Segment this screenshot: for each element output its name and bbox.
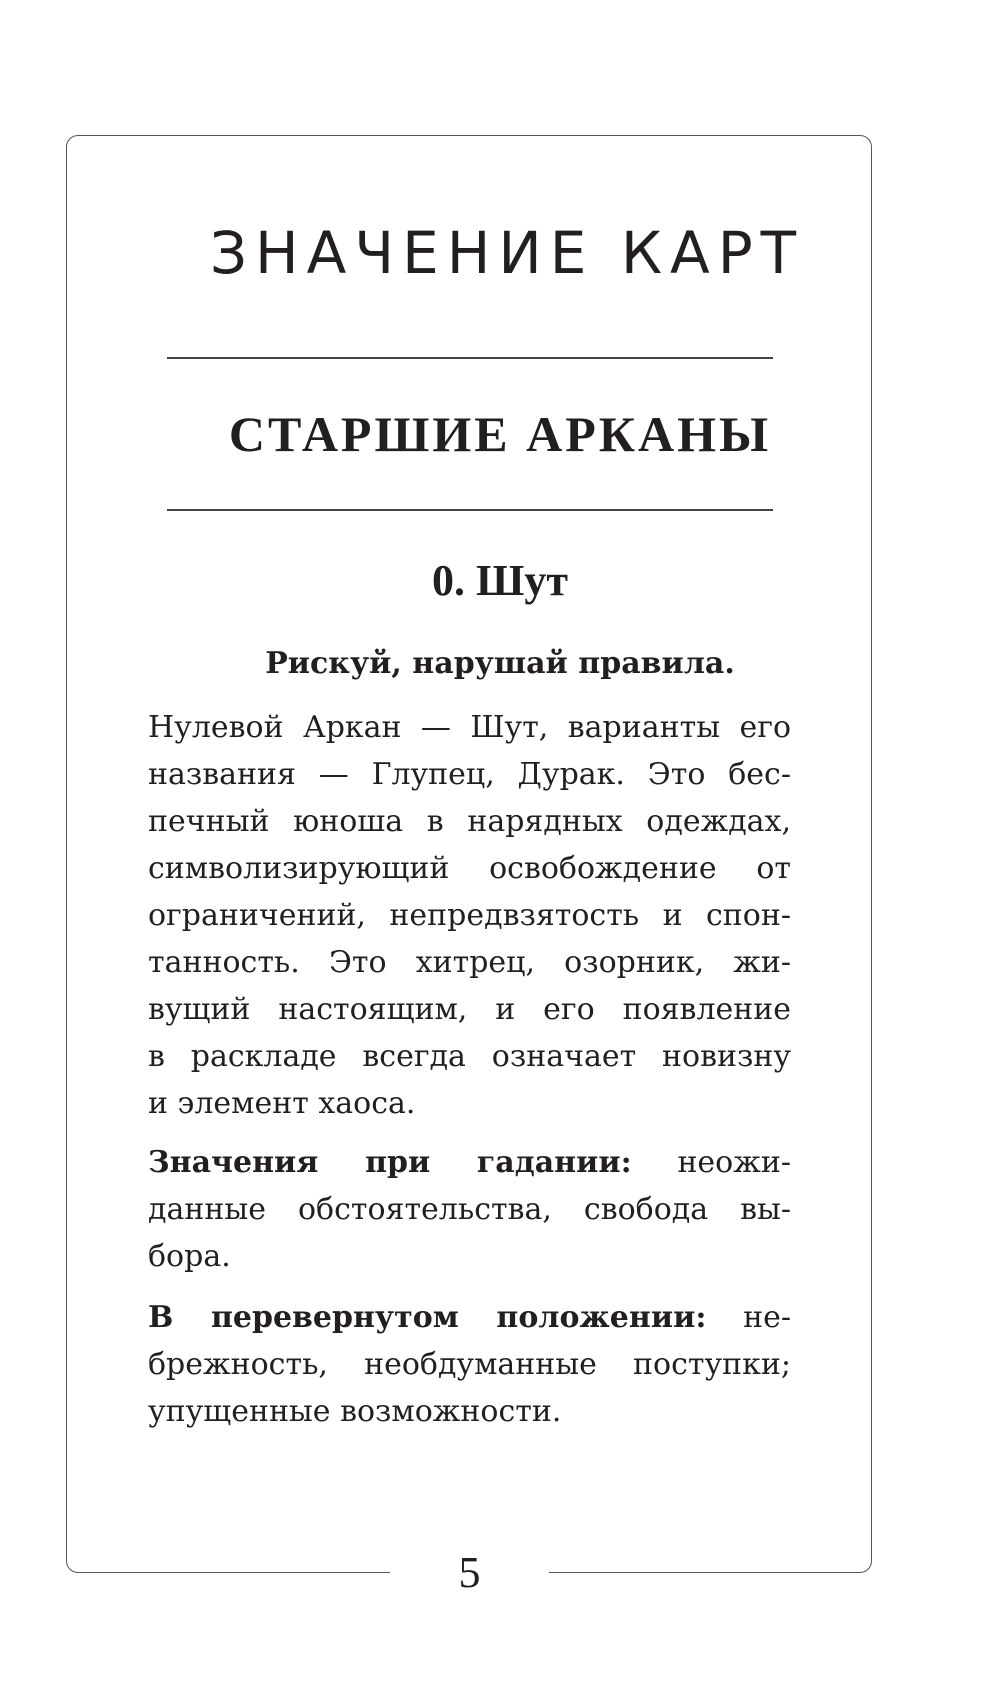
page-number: 5 [458, 1548, 481, 1597]
meanings-label: Значения при гадании: [148, 1145, 632, 1180]
description-line: в раскладе всегда означает новизну [148, 1039, 791, 1074]
meanings-line: бора. [148, 1239, 231, 1274]
reversed-line: упущенные возможности. [148, 1394, 562, 1429]
reversed-label: В перевернутом положении: [148, 1300, 707, 1335]
meanings-line: данные обстоятельства, свобода вы- [148, 1192, 791, 1227]
meanings-text: неожи- [677, 1145, 791, 1180]
description-line: и элемент хаоса. [148, 1086, 416, 1121]
section-title: СТАРШИЕ АРКАНЫ [228, 406, 772, 462]
card-description [148, 704, 791, 1127]
reversed-text: не- [743, 1300, 791, 1335]
description-line: печный юноша в нарядных одеждах, [148, 804, 791, 839]
description-line: Нулевой Аркан — Шут, варианты его [148, 710, 791, 745]
divider-bottom [167, 509, 773, 511]
meanings-paragraph [148, 1139, 791, 1280]
card-motto: Рискуй, нарушай правила. [265, 646, 735, 681]
description-line: вущий настоящим, и его появление [148, 992, 791, 1027]
description-line: ограничений, непредвзятость и спон- [148, 898, 791, 933]
card-name: 0. Шут [432, 556, 568, 605]
description-line: названия — Глупец, Дурак. Это бес- [148, 757, 791, 792]
description-line: танность. Это хитрец, озорник, жи- [148, 945, 791, 980]
description-line: символизирующий освобождение от [148, 851, 791, 886]
page-title: ЗНАЧЕНИЕ КАРТ [209, 219, 805, 287]
reversed-line: брежность, необдуманные поступки; [148, 1347, 791, 1382]
reversed-paragraph [148, 1294, 791, 1435]
divider-top [167, 357, 773, 359]
meanings-first-line [148, 1139, 791, 1186]
reversed-first-line [148, 1294, 791, 1341]
